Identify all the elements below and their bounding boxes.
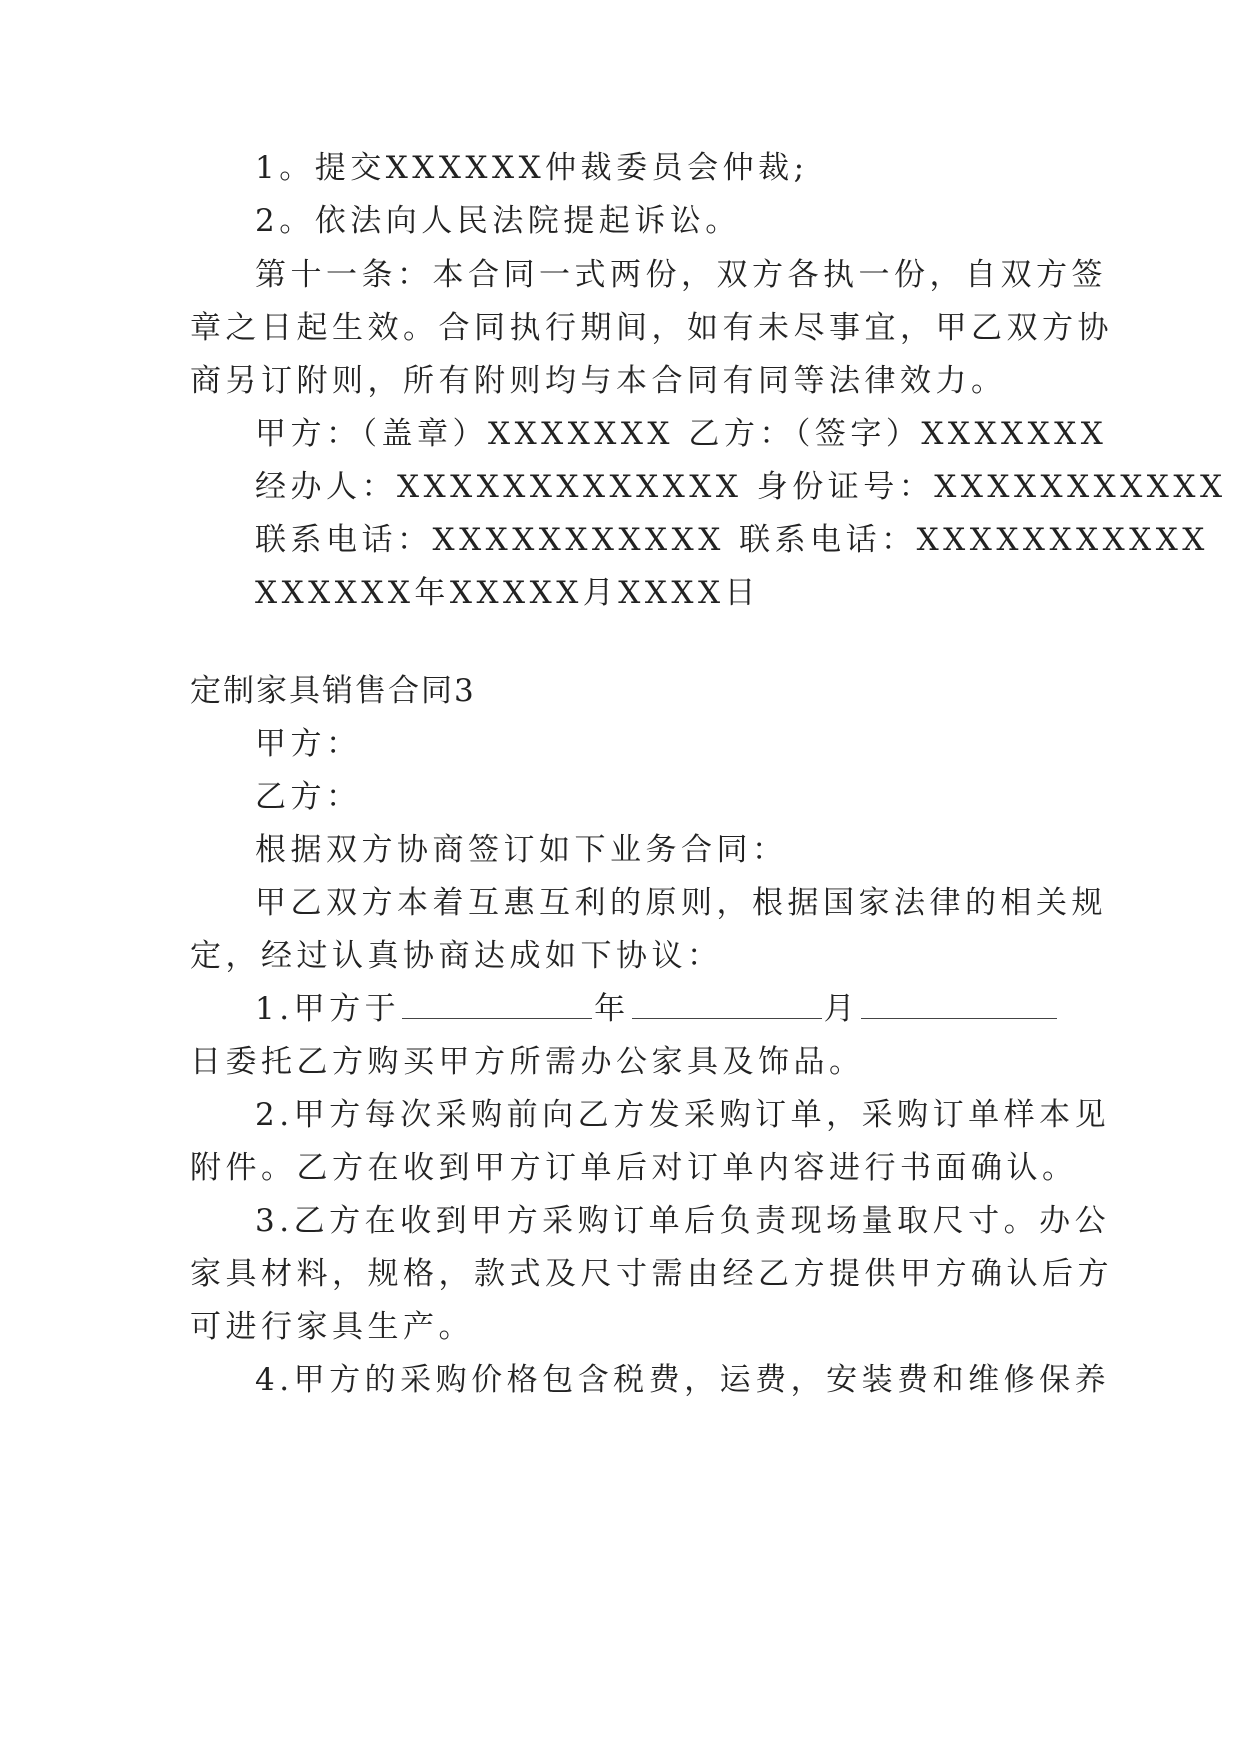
article-11-line-3: 商另订附则，所有附则均与本合同有同等法律效力。 <box>190 363 1007 399</box>
month-label: 月 <box>823 991 860 1027</box>
signing-date: XXXXXX年XXXXX月XXXX日 <box>255 575 761 611</box>
contract-title: 定制家具销售合同3 <box>190 673 476 709</box>
handler-id-line: 经办人：XXXXXXXXXXXXX 身份证号：XXXXXXXXXXX <box>255 469 1227 505</box>
day-blank <box>861 988 1057 1019</box>
clause-option-2: 2。依法向人民法院提起诉讼。 <box>255 203 741 239</box>
principle-line-1: 甲乙双方本着互惠互利的原则，根据国家法律的相关规 <box>255 885 1107 921</box>
clause-option-1: 1。提交XXXXXX仲裁委员会仲裁; <box>255 150 809 186</box>
clause-1-prefix: 1.甲方于 <box>255 991 401 1027</box>
clause-1-line-1 <box>0 987 1241 1031</box>
year-label: 年 <box>594 991 630 1027</box>
clause-3-line-1: 3.乙方在收到甲方采购订单后负责现场量取尺寸。办公 <box>255 1203 1111 1239</box>
party-a-label: 甲方： <box>255 726 362 762</box>
clause-1-line-2: 日委托乙方购买甲方所需办公家具及饰品。 <box>190 1044 865 1080</box>
preamble: 根据双方协商签订如下业务合同： <box>255 832 788 868</box>
contact-phone-line: 联系电话：XXXXXXXXXXX 联系电话：XXXXXXXXXXX <box>255 522 1209 558</box>
article-11-line-2: 章之日起生效。合同执行期间，如有未尽事宜，甲乙双方协 <box>190 310 1113 346</box>
clause-2-line-2: 附件。乙方在收到甲方订单后对订单内容进行书面确认。 <box>190 1150 1078 1186</box>
clause-4-line-1: 4.甲方的采购价格包含税费，运费，安装费和维修保养 <box>255 1362 1111 1398</box>
article-11-line-1: 第十一条：本合同一式两份，双方各执一份，自双方签 <box>255 257 1107 293</box>
clause-3-line-2: 家具材料，规格，款式及尺寸需由经乙方提供甲方确认后方 <box>190 1256 1113 1292</box>
clause-2-line-1: 2.甲方每次采购前向乙方发采购订单，采购订单样本见 <box>255 1097 1111 1133</box>
principle-line-2: 定，经过认真协商达成如下协议： <box>190 938 723 974</box>
party-b-label: 乙方： <box>255 779 362 815</box>
clause-3-line-3: 可进行家具生产。 <box>190 1309 474 1345</box>
month-blank <box>632 988 822 1019</box>
party-signatures: 甲方：（盖章）XXXXXXX 乙方：（签字）XXXXXXX <box>255 416 1108 452</box>
year-blank <box>402 988 592 1019</box>
